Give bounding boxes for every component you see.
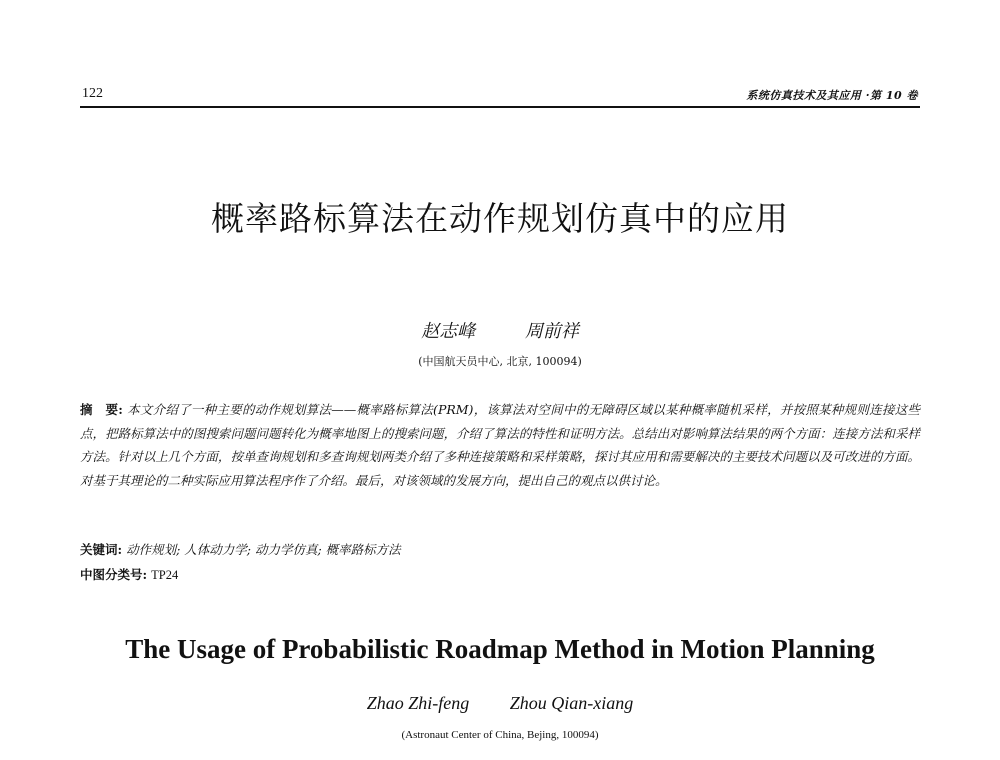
english-affiliation: (Astronaut Center of China, Bejing, 100094) bbox=[401, 729, 599, 741]
abstract-text: 本文介绍了一种主要的动作规划算法——概率路标算法(PRM)，该算法对空间中的无障碍区域以某种概率随机采样，并按照某种规则连接这些点，把路标算法中的图搜索问题问题转化为概率地图上的搜索问题，介绍了算法的特性和证明方法。总结出对影响算法结果的两个方面：连接方法和采样方法。针对以上几个方面，按单查询规划和多查询规划两类介绍了多种连接策略和采样策略，探讨其应用和需要解决的主要技术问题以及可改进的方面。对基于其理论的二种实际应用算法程序作了介绍。最后，对该领域的发展方向，提出自己的观点以供讨论。 bbox=[80, 402, 920, 488]
classification-label: 中图分类号: bbox=[80, 567, 148, 582]
page-number: 122 bbox=[82, 86, 103, 101]
author-en-1: Zhao Zhi-feng bbox=[366, 693, 470, 713]
chinese-abstract bbox=[80, 398, 920, 492]
abstract-label: 摘 要: bbox=[80, 402, 123, 417]
page-header bbox=[80, 84, 920, 108]
chinese-authors bbox=[0, 317, 1000, 343]
classification-value: TP24 bbox=[151, 568, 179, 582]
author-en-2: Zhou Qian-xiang bbox=[509, 693, 634, 713]
keywords-label: 关键词: bbox=[80, 542, 123, 557]
journal-running-head: 系统仿真技术及其应用 ·第 10 卷 bbox=[746, 89, 918, 102]
english-title: The Usage of Probabilistic Roadmap Method in Motion Planning bbox=[125, 634, 875, 664]
author-cn-1: 赵志峰 bbox=[421, 321, 476, 342]
english-authors bbox=[0, 693, 1000, 714]
keywords bbox=[80, 540, 401, 558]
chinese-title: 概率路标算法在动作规划仿真中的应用 bbox=[211, 199, 789, 238]
chinese-affiliation: (中国航天员中心, 北京, 100094) bbox=[418, 355, 582, 368]
classification bbox=[80, 565, 178, 583]
keywords-text: 动作规划; 人体动力学; 动力学仿真; 概率路标方法 bbox=[126, 542, 401, 557]
author-cn-2: 周前祥 bbox=[524, 321, 579, 342]
